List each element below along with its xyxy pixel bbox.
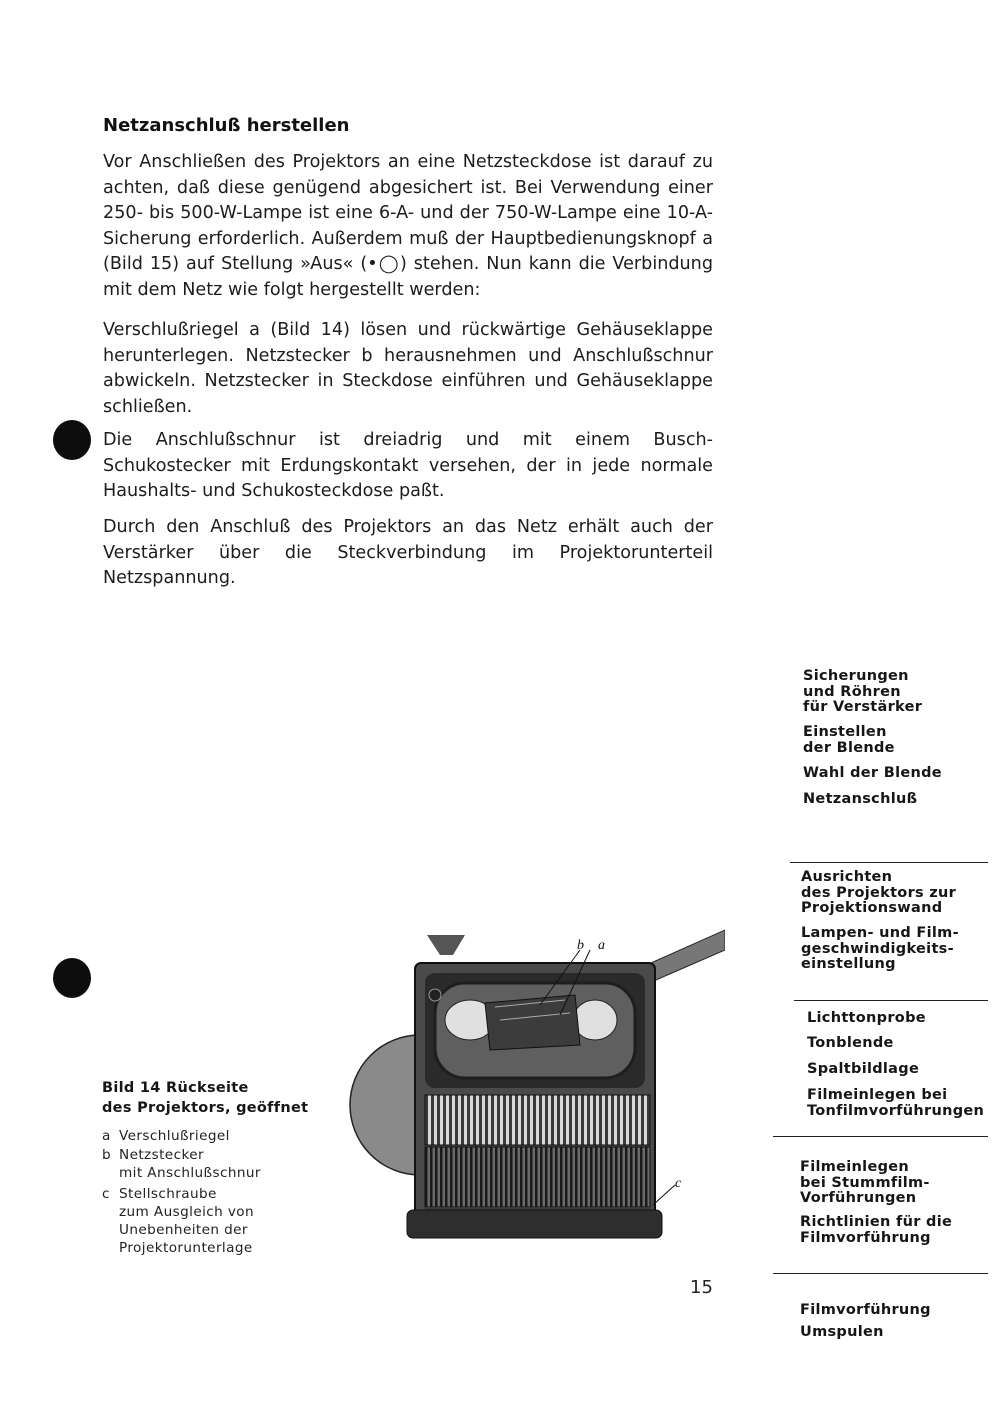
figure-caption-title: Bild 14 Rückseite des Projektors, geöffnet: [102, 1080, 309, 1116]
index-entry: Tonblende: [807, 1035, 894, 1051]
projector-photo: [335, 925, 725, 1260]
label-c: c: [675, 1176, 682, 1191]
label-b: b: [577, 938, 584, 953]
punch-hole-bottom: [53, 958, 91, 998]
legend-item: [102, 1127, 230, 1145]
legend-key: a: [102, 1128, 111, 1144]
legend-text: Stellschraube zum Ausgleich von Unebenheiten der Projektorunterlage: [119, 1186, 255, 1256]
index-divider: [773, 1136, 988, 1137]
legend-key: b: [102, 1147, 112, 1163]
index-entry: Netzanschluß: [803, 791, 918, 807]
index-entry: Wahl der Blende: [803, 765, 942, 781]
legend-item: [102, 1146, 261, 1182]
index-entry: Filmeinlegen bei Tonfilmvorführungen: [807, 1087, 985, 1119]
label-a: a: [598, 938, 605, 953]
index-entry: Sicherungen und Röhren für Verstärker: [803, 668, 923, 715]
legend-text: Verschlußriegel: [119, 1128, 230, 1144]
section-heading: Netzanschluß herstellen: [103, 115, 350, 136]
index-entry: Filmeinlegen bei Stummfilm- Vorführungen: [800, 1159, 930, 1206]
index-entry: Einstellen der Blende: [803, 724, 895, 756]
paragraph: Die Anschlußschnur ist dreiadrig und mit einem Busch-Schukostecker mit Erdungskontakt versehen, der in jede normale Haushalts- und Schukosteckdose paßt.: [103, 430, 713, 502]
index-entry: Umspulen: [800, 1324, 884, 1340]
paragraph: Vor Anschließen des Projektors an eine Netzsteckdose ist darauf zu achten, daß diese genügend abgesichert ist. Bei Verwendung einer 250- bis 500-W-Lampe ist eine 6-A- und der 750-W-Lampe eine 10-A-Sicherung erforderlich. Außerdem muß der Hauptbedienungsknopf a (Bild 15) auf Stellung »Aus« (•◯) stehen. Nun kann die Verbindung mit dem Netz wie folgt hergestellt werden:: [103, 152, 713, 300]
index-entry: Lichttonprobe: [807, 1010, 926, 1026]
index-divider: [790, 862, 988, 863]
index-entry: Filmvorführung: [800, 1302, 931, 1318]
paragraph: Verschlußriegel a (Bild 14) lösen und rückwärtige Gehäuseklappe herunterlegen. Netzstecker b herausnehmen und Anschlußschnur abwickeln. Netzstecker in Steckdose einführen und Gehäuseklappe schließen.: [103, 320, 713, 417]
index-divider: [773, 1273, 988, 1274]
index-divider: [794, 1000, 988, 1001]
punch-hole-top: [53, 420, 91, 460]
index-entry: Richtlinien für die Filmvorführung: [800, 1214, 953, 1246]
legend-text: Netzstecker mit Anschlußschnur: [119, 1147, 261, 1181]
page-number: 15: [690, 1277, 713, 1298]
paragraph: Durch den Anschluß des Projektors an das Netz erhält auch der Verstärker über die Steckverbindung im Projektorunterteil Netzspannung.: [103, 517, 713, 589]
legend-key: c: [102, 1186, 110, 1202]
index-entry: Ausrichten des Projektors zur Projektionswand: [801, 869, 957, 916]
index-entry: Spaltbildlage: [807, 1061, 920, 1077]
index-entry: Lampen- und Film- geschwindigkeits- einstellung: [801, 925, 959, 972]
legend-item: [102, 1185, 254, 1257]
